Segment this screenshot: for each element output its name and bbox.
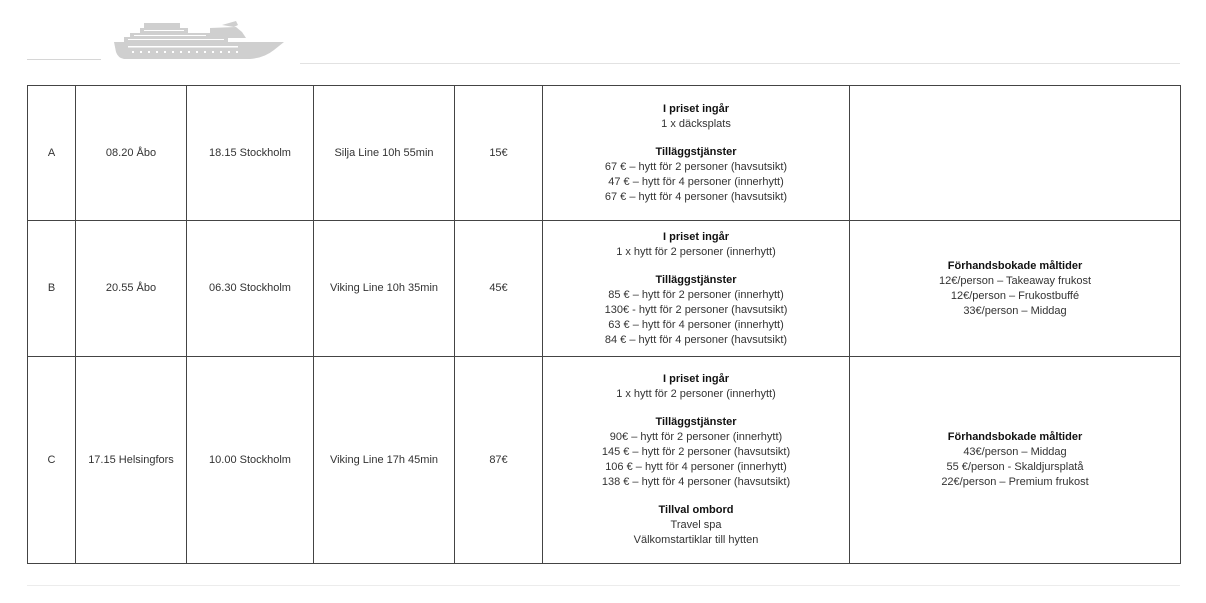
included-item: 1 x hytt för 2 personer (innerhytt) xyxy=(616,245,776,258)
meal-item: 12€/person – Frukostbuffé xyxy=(950,289,1080,302)
meals-heading: Förhandsbokade måltider xyxy=(947,259,1083,272)
extras-item: 63 € – hytt för 4 personer (innerhytt) xyxy=(608,318,784,331)
meal-item: 43€/person – Middag xyxy=(963,446,1067,458)
extras-item: 138 € – hytt för 4 personer (havsutsikt) xyxy=(601,476,791,488)
table-row-a xyxy=(28,86,1181,221)
meals-cell xyxy=(850,357,1181,564)
departure-cell: 08.20 Åbo xyxy=(76,86,187,221)
footer-rule xyxy=(27,585,1180,586)
extras-item: 47 € – hytt för 4 personer (innerhytt) xyxy=(608,175,784,188)
meals-cell xyxy=(850,221,1181,357)
departure-cell: 17.15 Helsingfors xyxy=(76,357,187,564)
services-cell xyxy=(543,357,850,564)
table-row-b xyxy=(28,221,1181,357)
departure-cell: 20.55 Åbo xyxy=(76,221,187,357)
page-header xyxy=(0,0,1206,84)
included-heading: I priset ingår xyxy=(662,230,730,243)
extras-heading: Tilläggstjänster xyxy=(655,416,737,428)
extras-item: 67 € – hytt för 4 personer (havsutsikt) xyxy=(604,190,788,203)
meals-cell xyxy=(850,86,1181,221)
extras-item: 106 € – hytt för 4 personer (innerhytt) xyxy=(605,461,787,473)
operator-duration-cell: Viking Line 10h 35min xyxy=(314,221,455,357)
meal-item: 22€/person – Premium frukost xyxy=(941,476,1089,488)
cruise-ship-icon xyxy=(114,18,288,62)
extras-item: 90€ – hytt för 2 personer (innerhytt) xyxy=(609,431,783,443)
onboard-item: Travel spa xyxy=(670,519,722,531)
included-heading: I priset ingår xyxy=(662,373,730,385)
ferry-options-table xyxy=(27,85,1181,564)
services-cell xyxy=(543,86,850,221)
meal-item: 55 €/person - Skaldjursplatå xyxy=(946,461,1084,473)
meal-item: 12€/person – Takeaway frukost xyxy=(938,274,1092,287)
services-cell xyxy=(543,221,850,357)
arrival-cell: 06.30 Stockholm xyxy=(187,221,314,357)
price-cell: 87€ xyxy=(455,357,543,564)
meal-item: 33€/person – Middag xyxy=(963,304,1067,317)
extras-item: 67 € – hytt för 2 personer (havsutsikt) xyxy=(604,160,788,173)
price-cell: 45€ xyxy=(455,221,543,357)
extras-item: 145 € – hytt för 2 personer (havsutsikt) xyxy=(601,446,791,458)
extras-item: 84 € – hytt för 4 personer (havsutsikt) xyxy=(604,333,788,346)
option-label: A xyxy=(28,86,76,221)
header-rule-left xyxy=(27,59,101,60)
extras-item: 85 € – hytt för 2 personer (innerhytt) xyxy=(608,288,784,301)
extras-heading: Tilläggstjänster xyxy=(655,145,737,158)
option-label: B xyxy=(28,221,76,357)
arrival-cell: 18.15 Stockholm xyxy=(187,86,314,221)
option-label: C xyxy=(28,357,76,564)
price-cell: 15€ xyxy=(455,86,543,221)
header-rule-right xyxy=(300,63,1180,64)
table-row-c xyxy=(28,357,1181,564)
included-item: 1 x hytt för 2 personer (innerhytt) xyxy=(616,388,776,400)
included-item: 1 x däcksplats xyxy=(661,117,731,130)
operator-duration-cell: Viking Line 17h 45min xyxy=(314,357,455,564)
onboard-item: Välkomstartiklar till hytten xyxy=(633,534,759,546)
meals-heading: Förhandsbokade måltider xyxy=(947,431,1083,443)
extras-item: 130€ - hytt för 2 personer (havsutsikt) xyxy=(604,303,788,316)
extras-heading: Tilläggstjänster xyxy=(655,273,737,286)
operator-duration-cell: Silja Line 10h 55min xyxy=(314,86,455,221)
included-heading: I priset ingår xyxy=(662,102,730,115)
onboard-heading: Tillval ombord xyxy=(658,504,734,516)
arrival-cell: 10.00 Stockholm xyxy=(187,357,314,564)
